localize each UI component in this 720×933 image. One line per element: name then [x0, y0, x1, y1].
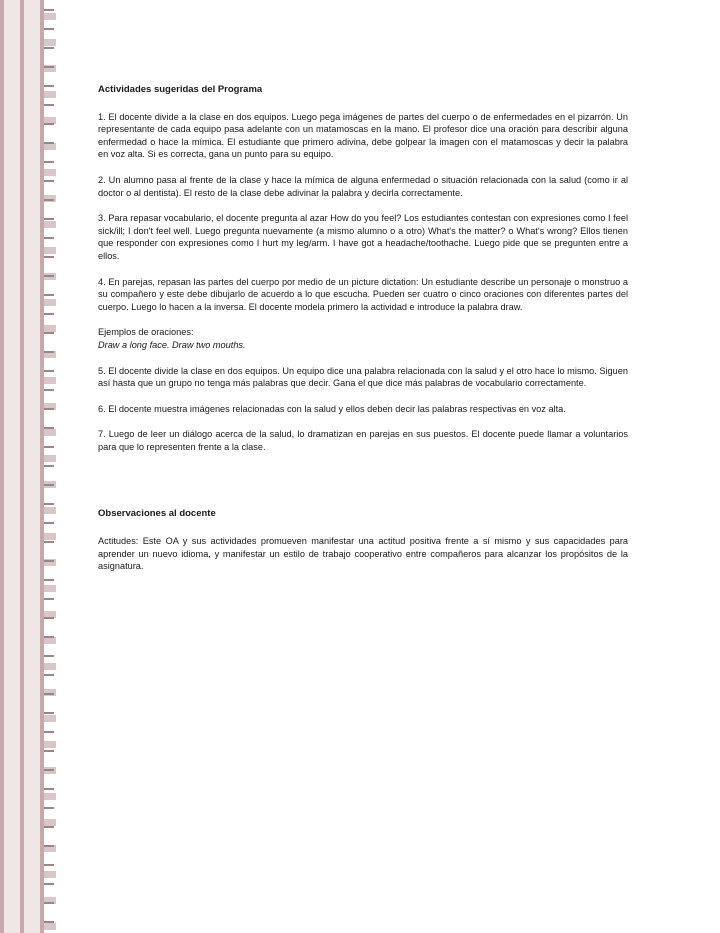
- observation-text: Actitudes: Este OA y sus actividades promueven manifestar una actitud positiva frente a sí mismo y sus capacidades para aprender un nuevo idioma, y manifestar un estilo de trabajo cooperativo entre compañeros para alcanzar los propósitos de la asignatura.: [98, 536, 628, 572]
- activity-4: 4. En parejas, repasan las partes del cuerpo por medio de un picture dictation: Un estudiante describe un personaje o monstruo a su compañero y este debe dibujarlo de acuerdo a lo que escucha. Pueden ser cuatro o cinco oraciones con diferentes partes del cuerpo. Luego lo hacen a la inversa. El docente modela primero la actividad e introduce la palabra draw.: [98, 276, 628, 312]
- section-heading-observations: Observaciones al docente: [98, 508, 216, 520]
- section-heading-activities: Actividades sugeridas del Programa: [98, 84, 263, 95]
- notebook-binding: [0, 0, 56, 933]
- activity-2: 2. Un alumno pasa al frente de la clase y hace la mímica de alguna enfermedad o situación relacionada con la salud (como ir al doctor o al dentista). El resto de la clase debe adivinar la palabra y decirla correctamente.: [98, 174, 628, 198]
- examples-text: Draw a long face. Draw two mouths.: [98, 339, 246, 350]
- activity-3: 3. Para repasar vocabulario, el docente pregunta al azar How do you feel? Los estudiantes contestan con expresiones como I feel sick/ill; I don't feel well. Luego pregunta nuevamente (a mismo alumno o a otro) What's the matter? o What's wrong? Ellos tienen que responder con expresiones como I hurt my leg/arm. I have got a headache/toothache. Luego pide que se pregunten entre a ellos.: [98, 213, 628, 261]
- activity-1: 1. El docente divide a la clase en dos equipos. Luego pega imágenes de partes del cuerpo o de enfermedades en el pizarrón. Un representante de cada equipo pasa adelante con un matamoscas en la mano. El profesor dice una oración para describir alguna enfermedad o hace la mímica. El estudiante que primero adivina, debe golpear la imagen con el matamoscas y decir la palabra en voz alta. Si es correcta, gana un punto para su equipo.: [98, 111, 628, 160]
- document-body: [98, 84, 628, 586]
- activity-5: 5. El docente divide la clase en dos equipos. Un equipo dice una palabra relacionada con la salud y el otro hace lo mismo. Siguen así hasta que un grupo no tenga más palabras que decir. Gana el que dice más palabras de vocabulario correctamente.: [98, 365, 628, 389]
- examples-label: Ejemplos de oraciones:: [98, 327, 194, 338]
- activity-6: 6. El docente muestra imágenes relacionadas con la salud y ellos deben decir las palabras respectivas en voz alta.: [98, 403, 566, 414]
- activity-7: 7. Luego de leer un diálogo acerca de la salud, lo dramatizan en parejas en sus puestos. El docente puede llamar a voluntarios para que lo representen frente a la clase.: [98, 429, 628, 452]
